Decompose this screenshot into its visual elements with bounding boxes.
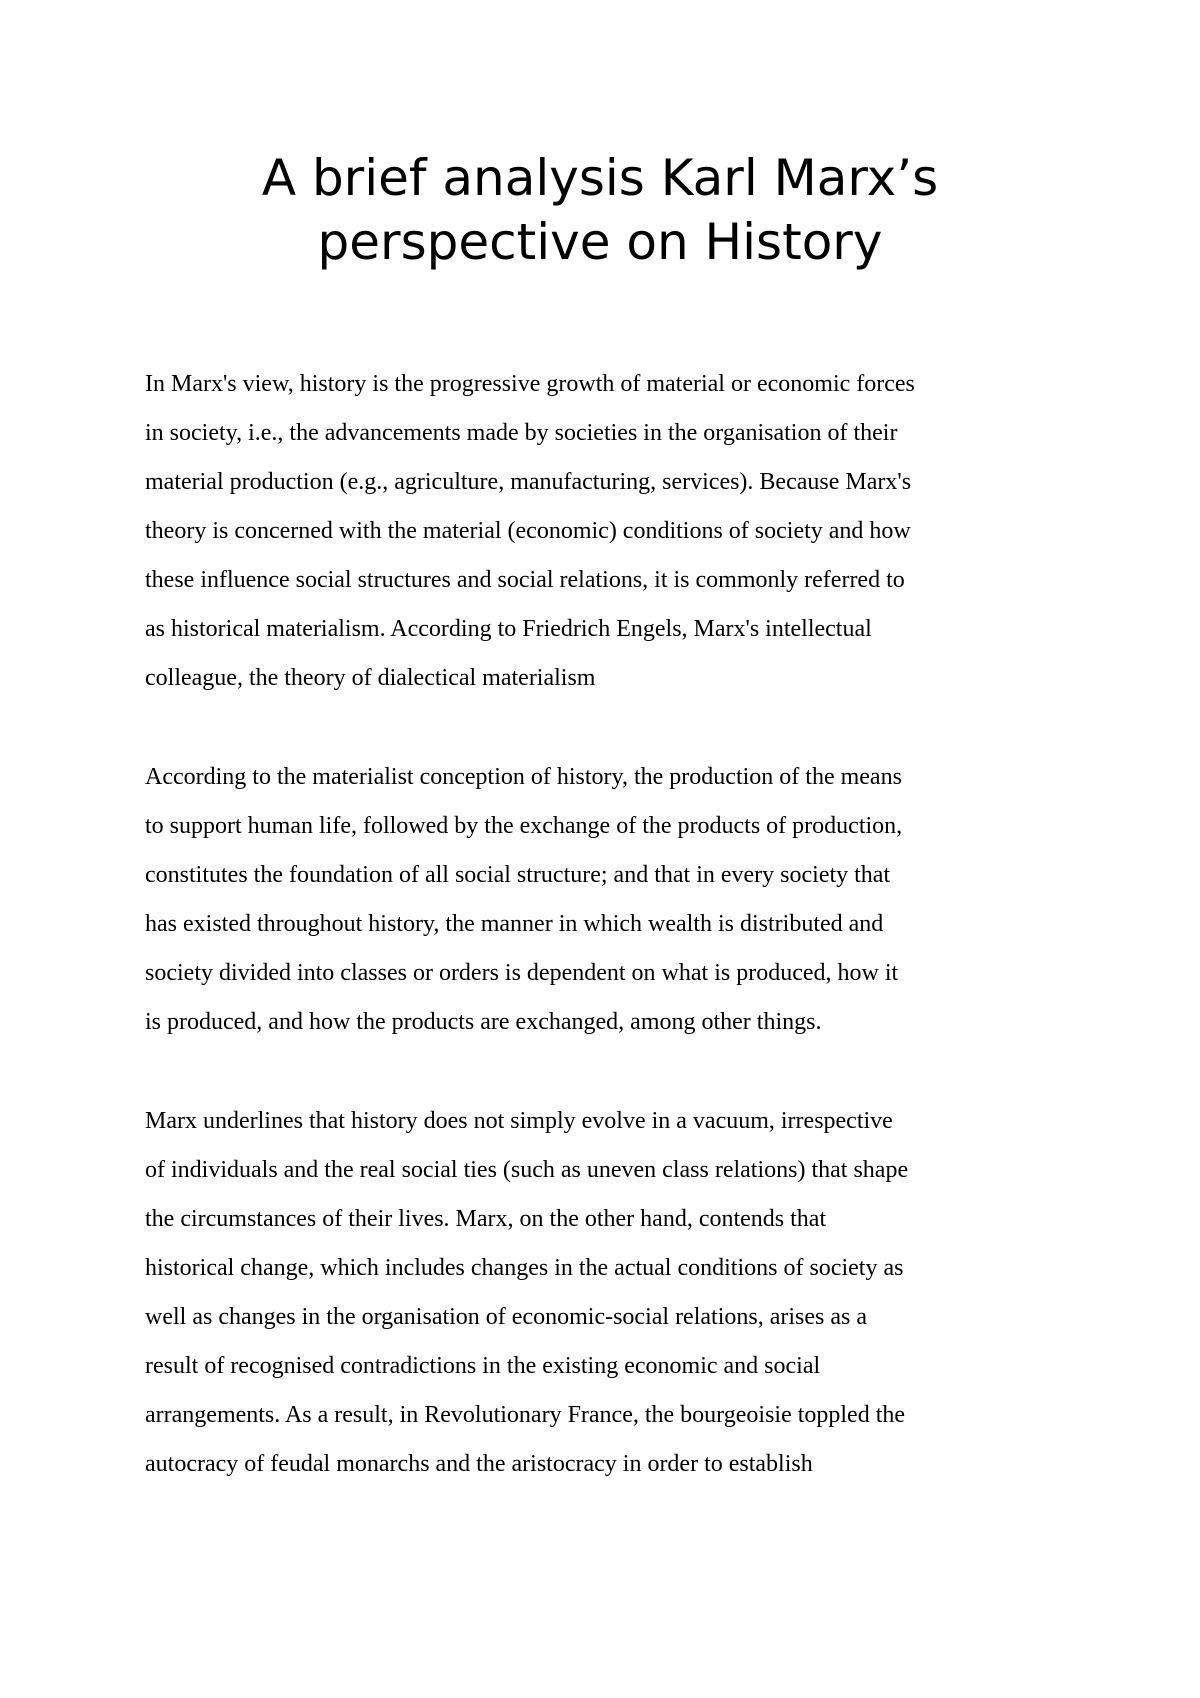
text-line: arrangements. As a result, in Revolutionary France, the bourgeoisie toppled the <box>145 1402 906 1428</box>
paragraph-2 <box>145 753 1105 1047</box>
paragraph-1 <box>145 360 1105 703</box>
text-line: result of recognised contradictions in the existing economic and social <box>145 1353 821 1379</box>
text-line: well as changes in the organisation of economic-social relations, arises as a <box>145 1304 867 1330</box>
text-line: According to the materialist conception of history, the production of the means <box>145 764 902 790</box>
text-line: constitutes the foundation of all social structure; and that in every society that <box>145 862 891 888</box>
text-line: Marx underlines that history does not simply evolve in a vacuum, irrespective <box>145 1108 893 1134</box>
text-line: colleague, the theory of dialectical materialism <box>145 665 596 691</box>
text-line: is produced, and how the products are exchanged, among other things. <box>145 1009 822 1035</box>
text-line: society divided into classes or orders is dependent on what is produced, how it <box>145 960 899 986</box>
text-line: In Marx's view, history is the progressive growth of material or economic forces <box>145 371 915 397</box>
text-line: in society, i.e., the advancements made by societies in the organisation of their <box>145 420 898 446</box>
title-line: perspective on History <box>317 213 883 271</box>
document-title <box>100 146 1100 274</box>
text-line: theory is concerned with the material (economic) conditions of society and how <box>145 518 911 544</box>
text-line: these influence social structures and social relations, it is commonly referred to <box>145 567 905 593</box>
text-line: historical change, which includes changes in the actual conditions of society as <box>145 1255 904 1281</box>
text-line: as historical materialism. According to Friedrich Engels, Marx's intellectual <box>145 616 872 642</box>
text-line: has existed throughout history, the manner in which wealth is distributed and <box>145 911 884 937</box>
title-line: A brief analysis Karl Marx’s <box>261 149 939 207</box>
text-line: of individuals and the real social ties (such as uneven class relations) that shape <box>145 1157 909 1183</box>
text-line: material production (e.g., agriculture, manufacturing, services). Because Marx's <box>145 469 912 495</box>
text-line: the circumstances of their lives. Marx, on the other hand, contends that <box>145 1206 827 1232</box>
text-line: autocracy of feudal monarchs and the aristocracy in order to establish <box>145 1451 813 1477</box>
paragraph-3 <box>145 1097 1105 1489</box>
text-line: to support human life, followed by the exchange of the products of production, <box>145 813 903 839</box>
